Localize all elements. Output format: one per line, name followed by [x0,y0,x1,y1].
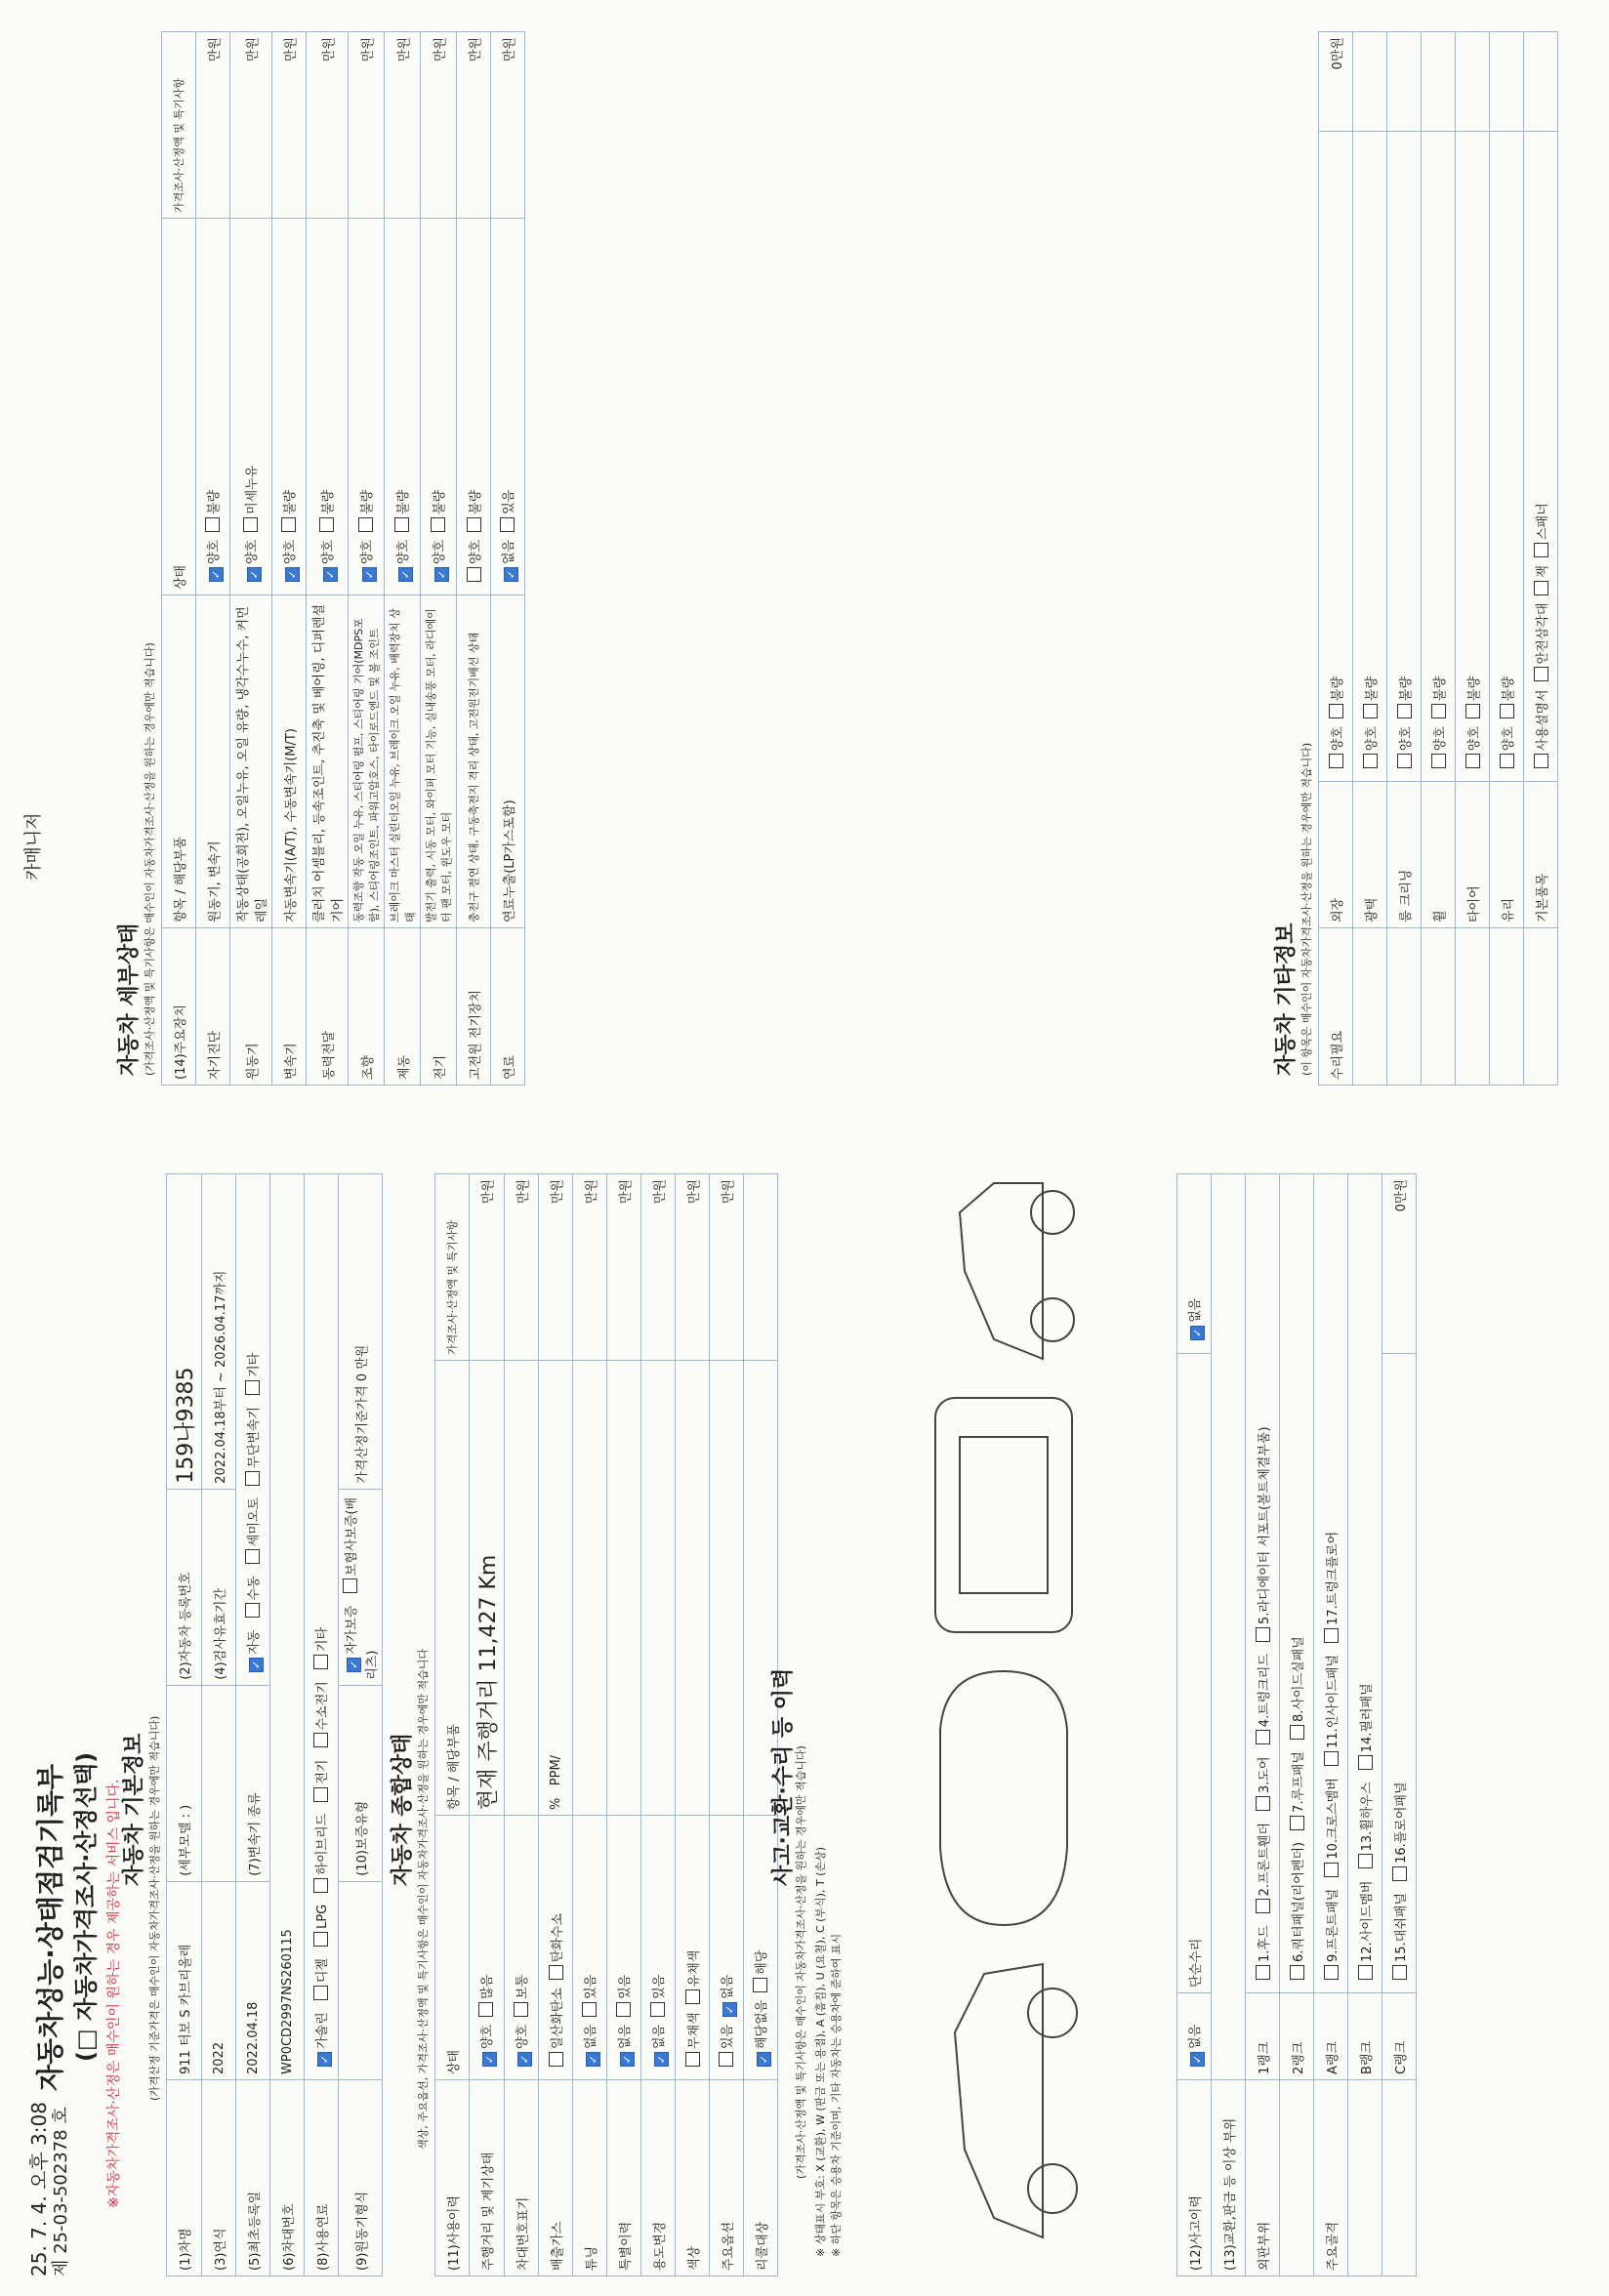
basic-info-table [166,1173,383,2276]
car-underbody-diagram [935,1398,1072,1632]
trans-semiauto-checkbox[interactable] [245,1549,260,1564]
fuel-other-checkbox[interactable] [313,1655,328,1669]
trans-other-checkbox[interactable] [245,1380,260,1395]
document-number: 제 25-03-502378 호 [51,2107,71,2276]
other-row-3: 휠 양호불량 [1422,32,1456,1086]
other-row-2: 룸 크리닝 양호불량 [1387,32,1422,1086]
detail-heading: 자동차 세부상태 [117,922,142,1076]
accident-legend: ※ 상태표시 부호: X (교환), W (판금 또는 용접), A (흠집), U (요철), C (부식), T (손상) [814,1846,827,2257]
warranty-insurer-checkbox[interactable] [343,1578,357,1593]
basic-row-4: (6)차대번호 WP0CD2997NS260115 [270,1174,305,2276]
fuel-diesel-checkbox[interactable] [313,1986,328,2000]
trans-manual-checkbox[interactable] [245,1604,260,1619]
summary-row-recall: 리콜대상 ✓해당없음해당 [744,1174,778,2276]
other-row-1: 광택 양호불량 [1353,32,1387,1086]
car-diagrams [847,1173,1170,2257]
timestamp: 25. 7. 4. 오후 3:08 [27,2102,51,2276]
dealer-name: 카매니저 [23,812,44,881]
other-row-0: 수리필요 외장 양호불량 0만원 [1319,32,1353,1086]
summary-row-emission: 배출가스 일산화탄소탄화수소 % PPM/ 만원 [539,1174,573,2276]
accident-note: (가격조사·산정액 및 특기사항은 매수인이 자동차가격조사·산정을 원하는 경우에만 적습니다) [795,1745,807,2179]
detail-header-row: (14)주요장치 항목 / 해당부품 상태 가격조사·산정액 및 특기사항 [162,32,196,1086]
other-note: (이 항목은 매수인이 자동차가격조사·산정을 원하는 경우에만 적습니다) [1300,742,1313,1076]
accident-rank-b: B랭크 12.사이드멤버 13.휠하우스 14.필러패널 [1348,1174,1382,2276]
accident-row-12: (12)사고이력 ✓없음 단순수리 ✓없음 [1177,1174,1212,2276]
other-row-4: 타이어 양호불량 [1456,32,1490,1086]
other-table [1318,31,1558,1086]
basic-price-value: 0 만원 [354,1344,370,1382]
car-left-side-diagram [955,1964,1077,2237]
accident-table [1176,1173,1417,2276]
car-right-side-diagram [960,1183,1074,1359]
accident-rank-c: C랭크 15.대쉬패널 16.플로어패널 0만원 [1382,1174,1417,2276]
fuel-hybrid-checkbox[interactable] [313,1878,328,1893]
accident-heading: 사고·교환·수리 등 이력 [771,1667,796,1886]
detail-row-group-7: 고전원 전기장치 충전구 절연 상태, 구동축전지 격리 상태, 고전원전기배선 상태 양호불량 만원 [457,32,491,1086]
detail-row-group-5: 제동 브레이크 마스터 실린더오일 누유, 브레이크 오일 누유, 배력장치 상태 ✓양호불량 만원 [385,32,421,1086]
summary-row-vin: 차대번호표기 ✓양호보통 만원 [505,1174,539,2276]
basic-row-3: (5)최초등록일 2022.04.18 (7)변속기 종류 ✓자동 수동 세미오토 무단변속기 기타 [236,1174,270,2276]
summary-row-mileage: 주행거리 및 계기상태 ✓양호많음 현재 주행거리 11,427 Km 만원 [470,1174,505,2276]
car-top-diagram [940,1671,1067,1925]
accident-legend-2: ※ 하단 항목은 승용차 기준이며, 기타 자동차는 승용차에 준하여 표시 [830,1933,843,2257]
detail-table [161,31,525,1086]
summary-note: 색상, 주요옵션, 가격조사·산정액 및 특기사항은 매수인이 자동차가격조사·산정을 원하는 경우에만 적습니다 [417,1649,430,2150]
basic-row-6: (9)원동기형식 (10)보증유형 ✓자가보증 보험사보증(배리츠) 가격산정기준가격 0 만원 [339,1174,383,2276]
fuel-gasoline-checkbox[interactable]: ✓ [317,2052,332,2067]
detail-note: (가격조사·산정액 및 특기사항은 매수인이 자동차가격조사·산정을 원하는 경우에만 적습니다) [144,642,156,1076]
fuel-electric-checkbox[interactable] [313,1787,328,1802]
summary-row-options: 주요옵션 있음✓없음 만원 [710,1174,744,2276]
other-row-6: 기본품목 사용설명서안전삼각대잭스패너 [1524,32,1558,1086]
fuel-hydrogen-checkbox[interactable] [313,1733,328,1747]
other-price: 0만원 [1319,32,1353,132]
detail-row-group-1: 원동기 작동상태(공회전), 오일누유, 오일 유량, 냉각수누수, 커먼레일 ✓양호미세누유 만원 [230,32,272,1086]
summary-row-usage: 용도변경 ✓없음있음 만원 [641,1174,676,2276]
accident-row-13: (13)교환,판금 등 이상 부위 [1212,1174,1246,2276]
detail-row-group-2: 변속기 자동변속기(A/T), 수동변속기(M/T) ✓양호불량 만원 [272,32,307,1086]
summary-row-color: 색상 무채색유채색 만원 [676,1174,710,2276]
fuel-lpg-checkbox[interactable] [313,1932,328,1947]
summary-heading: 자동차 종합상태 [391,1733,415,1886]
basic-info-note: (가격산정 기준가격은 매수인이 자동차가격조사·산정을 원하는 경우에만 적습니다) [148,1715,161,2101]
accident-rank-1: 외판부위 1랭크 1.후드 2.프론트휀더 3.도어 4.트렁크리드 5.라디에이터 서포트(볼트체결부품) [1246,1174,1280,2276]
accident-rank-a: 주요골격 A랭크 9.프론트패널 10.크로스멤버 11.인사이드패널 17.트렁크플로어 [1314,1174,1348,2276]
accident-rank-2: 2랭크 6.쿼터패널(리어펜더) 7.루프패널 8.사이드실패널 [1280,1174,1314,2276]
service-warning: ※자동차가격조사·산정은 매수인이 원하는 경우 제공하는 서비스 입니다. [106,1779,122,2208]
trans-auto-checkbox[interactable]: ✓ [249,1658,264,1672]
accident-price: 0만원 [1382,1174,1417,1354]
basic-row-5: (8)사용연료 ✓가솔린 디젤 LPG 하이브리드 전기 수소전기 기타 [305,1174,339,2276]
warranty-self-checkbox[interactable]: ✓ [347,1658,361,1672]
basic-row-2: (3)연식 2022 (4)검사유효기간 2022.04.18부터 ~ 2026.04.17까지 [202,1174,236,2276]
detail-row-group-3: 동력전달 클러치 어셈블리, 등속조인트, 추진축 및 베어링, 디퍼렌셜 기어 ✓양호불량 만원 [307,32,349,1086]
page-subtitle: (□ 자동차가격조사·산정선택) [72,1751,100,2062]
summary-header-row: (11)사용이력 상태 항목 / 해당부품 가격조사·산정액 및 특기사항 [435,1174,470,2276]
mileage-value: 현재 주행거리 11,427 Km [470,1361,505,1816]
other-heading: 자동차 기타정보 [1274,922,1299,1076]
detail-row-group-8: 연료 연료누출(LP가스포함) ✓없음있음 만원 [491,32,525,1086]
detail-row-group-0: 자기진단 원동기, 변속기 ✓양호불량 만원 [196,32,230,1086]
detail-row-group-6: 전기 발전기 출력, 시동 모터, 와이퍼 모터 기능, 실내송풍 모터, 라디에이터 팬 모터, 윈도우 모터 ✓양호불량 만원 [421,32,457,1086]
summary-table [434,1173,778,2276]
trans-cvt-checkbox[interactable] [245,1471,260,1486]
summary-row-tuning: 튜닝 ✓없음있음 만원 [573,1174,607,2276]
page-title: 자동차성능·상태점검기록부 [34,1763,66,2091]
basic-row-1: (1)차명 911 터보 S 카브리올레 (세부모델 : ) (2)자동차 등록번호 159나9385 [167,1174,202,2276]
basic-info-heading: 자동차 기본정보 [122,1733,146,1886]
summary-row-special: 특별이력 ✓없음있음 만원 [607,1174,641,2276]
other-row-5: 유리 양호불량 [1490,32,1524,1086]
detail-row-group-4: 조향 동력조향 작동 오일 누유, 스티어링 펌프, 스티어링 기어(MDPS포함), 스티어링조인트, 파워고압호스, 타이로드엔드 및 볼 조인트 ✓양호불량 만원 [349,32,385,1086]
